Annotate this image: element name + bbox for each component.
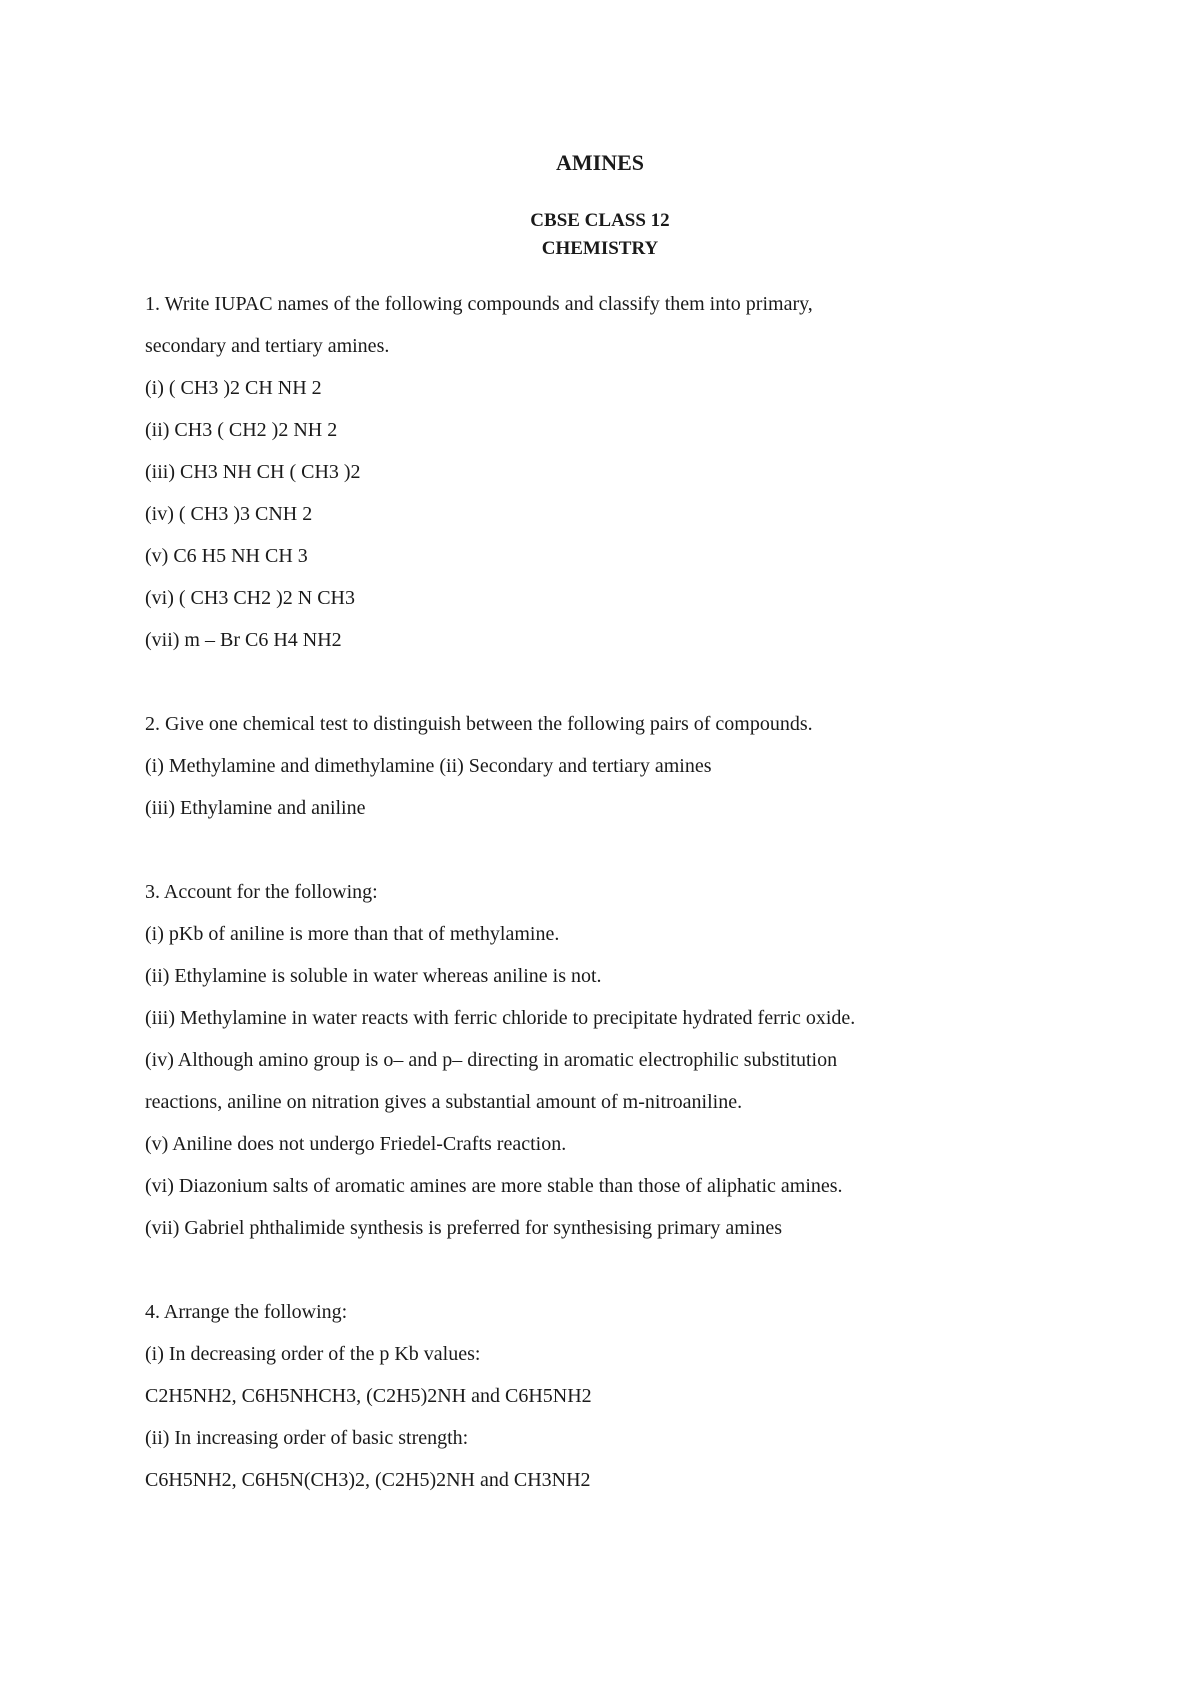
question-1-item: (v) C6 H5 NH CH 3 bbox=[145, 545, 308, 567]
question-3-item-continued: reactions, aniline on nitration gives a substantial amount of m-nitroaniline. bbox=[145, 1091, 743, 1113]
question-4-compounds: C2H5NH2, C6H5NHCH3, (C2H5)2NH and C6H5NH2 bbox=[145, 1385, 592, 1407]
question-4-item: (ii) In increasing order of basic strength: bbox=[145, 1427, 469, 1449]
question-1-item: (vi) ( CH3 CH2 )2 N CH3 bbox=[145, 587, 355, 609]
question-2-item: (iii) Ethylamine and aniline bbox=[145, 797, 366, 819]
question-1-item: (iv) ( CH3 )3 CNH 2 bbox=[145, 503, 313, 525]
page-subtitle-subject: CHEMISTRY bbox=[541, 238, 659, 259]
question-1-item: (iii) CH3 NH CH ( CH3 )2 bbox=[145, 461, 361, 483]
page-title: AMINES bbox=[555, 150, 644, 175]
question-1-item: (vii) m – Br C6 H4 NH2 bbox=[145, 629, 342, 651]
question-3-text: 3. Account for the following: bbox=[145, 881, 378, 903]
question-4-compounds: C6H5NH2, C6H5N(CH3)2, (C2H5)2NH and CH3NH2 bbox=[145, 1469, 591, 1491]
question-1-item: (ii) CH3 ( CH2 )2 NH 2 bbox=[145, 419, 338, 441]
question-3-item: (v) Aniline does not undergo Friedel-Crafts reaction. bbox=[145, 1133, 567, 1155]
question-3-item: (iii) Methylamine in water reacts with ferric chloride to precipitate hydrated ferric oxide. bbox=[145, 1007, 856, 1029]
question-1-text-continued: secondary and tertiary amines. bbox=[145, 335, 390, 357]
question-4-item: (i) In decreasing order of the p Kb values: bbox=[145, 1343, 481, 1365]
question-1-text: 1. Write IUPAC names of the following compounds and classify them into primary, bbox=[145, 293, 813, 315]
question-3-item: (i) pKb of aniline is more than that of methylamine. bbox=[145, 923, 560, 945]
question-2-text: 2. Give one chemical test to distinguish between the following pairs of compounds. bbox=[145, 713, 813, 735]
question-2-item: (i) Methylamine and dimethylamine (ii) Secondary and tertiary amines bbox=[145, 755, 712, 777]
page-subtitle-class: CBSE CLASS 12 bbox=[530, 210, 670, 231]
question-4-text: 4. Arrange the following: bbox=[145, 1301, 348, 1323]
question-1-item: (i) ( CH3 )2 CH NH 2 bbox=[145, 377, 322, 399]
question-3-item: (iv) Although amino group is o– and p– directing in aromatic electrophilic substitution bbox=[145, 1049, 838, 1071]
question-3-item: (vii) Gabriel phthalimide synthesis is preferred for synthesising primary amines bbox=[145, 1217, 783, 1239]
question-3-item: (vi) Diazonium salts of aromatic amines are more stable than those of aliphatic amines. bbox=[145, 1175, 843, 1197]
question-3-item: (ii) Ethylamine is soluble in water whereas aniline is not. bbox=[145, 965, 602, 987]
